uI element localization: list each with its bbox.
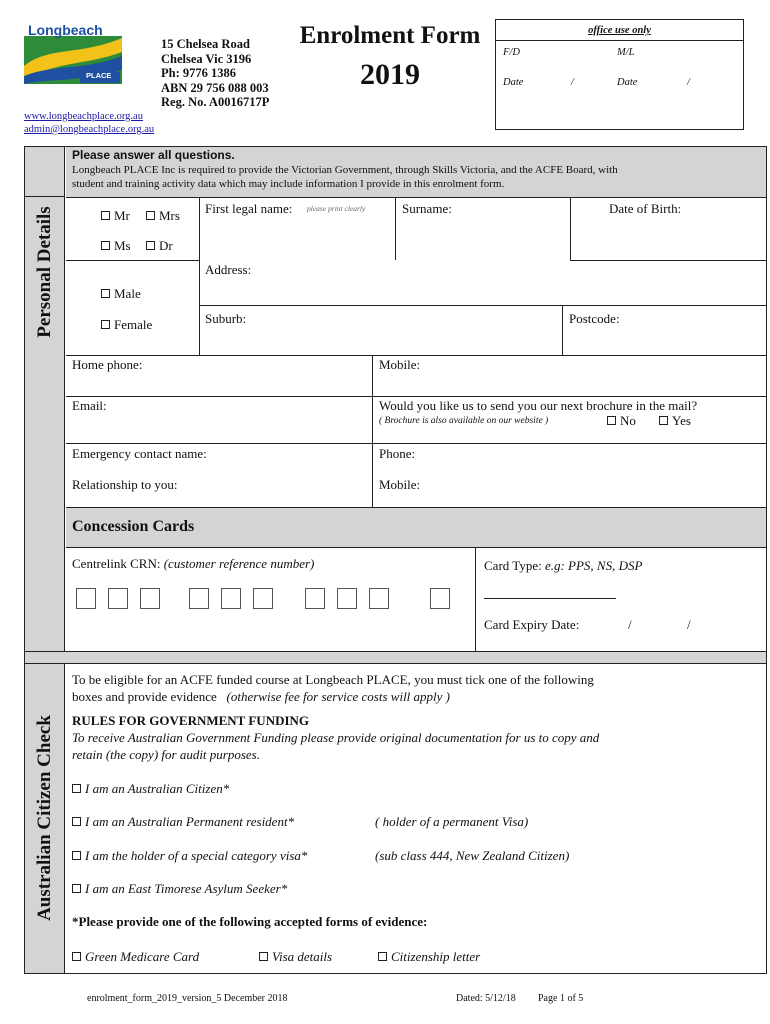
title-mrs-option[interactable]	[146, 208, 180, 224]
brochure-no-option[interactable]	[607, 413, 636, 429]
address-line-1: 15 Chelsea Road	[161, 37, 250, 51]
brochure-question: Would you like us to send you our next brochure in the mail?	[379, 398, 698, 413]
evidence-visa-label: Visa details	[272, 949, 333, 964]
rule	[199, 197, 200, 355]
checkbox-icon[interactable]	[607, 416, 616, 425]
title-mrs-label: Mrs	[159, 208, 180, 223]
checkbox-icon[interactable]	[72, 952, 81, 961]
rules-heading: RULES FOR GOVERNMENT FUNDING	[72, 713, 310, 728]
footer-version: enrolment_form_2019_version_5 December 2018	[87, 993, 288, 1004]
eligibility-text-2a: boxes and provide evidence	[72, 689, 217, 704]
brochure-no-label: No	[620, 413, 636, 428]
crn-hint: (customer reference number)	[163, 556, 315, 571]
option-special-visa-label: I am the holder of a special category visa*	[85, 848, 308, 863]
office-use-heading: office use only	[588, 25, 651, 36]
eligibility-text-2	[72, 689, 450, 705]
footer-dated: Dated: 5/12/18	[456, 993, 516, 1004]
rules-text-2: retain (the copy) for audit purposes.	[72, 747, 260, 762]
title-dr-label: Dr	[159, 238, 173, 253]
instruction-text-1: Longbeach PLACE Inc is required to provide the Victorian Government, through Skills Victoria, and the ACFE Board, with	[72, 164, 618, 176]
title-dr-option[interactable]	[146, 238, 173, 254]
email-link[interactable]: admin@longbeachplace.org.au	[24, 124, 155, 135]
rule	[475, 547, 476, 651]
expiry-label: Card Expiry Date:	[484, 617, 580, 632]
office-date-label-1: Date	[503, 77, 524, 88]
crn-digit-box[interactable]	[221, 588, 241, 609]
brochure-yes-option[interactable]	[659, 413, 691, 429]
rule	[66, 396, 766, 397]
checkbox-icon[interactable]	[101, 241, 110, 250]
option-special-visa[interactable]	[72, 848, 307, 864]
gender-female-option[interactable]	[101, 317, 152, 333]
eligibility-text-1: To be eligible for an ACFE funded course at Longbeach PLACE, you must tick one of the following	[72, 672, 594, 687]
concession-heading: Concession Cards	[72, 518, 195, 535]
card-type-hint: e.g: PPS, NS, DSP	[544, 558, 643, 573]
crn-label: Centrelink CRN:	[72, 556, 161, 571]
rule	[570, 197, 571, 260]
instruction-heading: Please answer all questions.	[72, 148, 235, 162]
evidence-letter[interactable]	[378, 949, 480, 965]
citizen-check-label: Australian Citizen Check	[34, 715, 55, 921]
evidence-visa[interactable]	[259, 949, 332, 965]
option-resident-label: I am an Australian Permanent resident*	[85, 814, 295, 829]
rule	[66, 547, 766, 548]
postcode-label: Postcode:	[569, 311, 620, 326]
checkbox-icon[interactable]	[146, 241, 155, 250]
gender-female-label: Female	[114, 317, 153, 332]
card-type-label: Card Type:	[484, 558, 542, 573]
option-timorese[interactable]	[72, 881, 287, 897]
office-fd-label: F/D	[503, 47, 520, 58]
crn-digit-box[interactable]	[369, 588, 389, 609]
crn-digit-box[interactable]	[430, 588, 450, 609]
emergency-phone-label: Phone:	[379, 446, 416, 461]
rule	[66, 260, 199, 261]
emergency-mobile-label: Mobile:	[379, 477, 421, 492]
office-date-slash-2: /	[687, 77, 690, 88]
crn-field-label	[72, 556, 314, 572]
rule	[66, 355, 766, 356]
rule	[199, 305, 766, 306]
home-phone-label: Home phone:	[72, 357, 143, 372]
relationship-label: Relationship to you:	[72, 477, 178, 492]
instruction-text-2: student and training activity data which may include information I provide in this enrolment form.	[72, 178, 505, 190]
evidence-medicare-label: Green Medicare Card	[85, 949, 200, 964]
email-label: Email:	[72, 398, 107, 413]
gender-male-option[interactable]	[101, 286, 141, 302]
logo-wordmark: Longbeach	[28, 22, 103, 38]
logo-place-text: PLACE	[86, 71, 112, 80]
title-ms-option[interactable]	[101, 238, 131, 254]
brochure-note: ( Brochure is also available on our website )	[379, 416, 549, 426]
rule	[570, 260, 766, 261]
checkbox-icon[interactable]	[259, 952, 268, 961]
option-citizen[interactable]	[72, 781, 229, 797]
title-mr-label: Mr	[114, 208, 130, 223]
gender-male-label: Male	[114, 286, 141, 301]
title-mr-option[interactable]	[101, 208, 130, 224]
eligibility-text-2b: (otherwise fee for service costs will apply )	[226, 689, 450, 704]
checkbox-icon[interactable]	[146, 211, 155, 220]
crn-digit-box[interactable]	[76, 588, 96, 609]
evidence-letter-label: Citizenship letter	[391, 949, 481, 964]
checkbox-icon[interactable]	[72, 784, 81, 793]
rule	[66, 507, 766, 508]
rule	[395, 197, 396, 260]
rules-text-1: To receive Australian Government Funding please provide original documentation for us to copy and	[72, 730, 600, 745]
checkbox-icon[interactable]	[72, 851, 81, 860]
checkbox-icon[interactable]	[659, 416, 668, 425]
form-title-block	[290, 22, 490, 92]
office-ml-label: M/L	[617, 47, 635, 58]
first-name-label: First legal name:	[205, 201, 293, 216]
rule	[66, 443, 766, 444]
form-title: Enrolment Form	[299, 22, 481, 49]
card-type-field	[484, 558, 642, 574]
option-resident-note: ( holder of a permanent Visa)	[375, 814, 529, 829]
office-use-box	[495, 19, 744, 130]
crn-digit-box[interactable]	[189, 588, 209, 609]
checkbox-icon[interactable]	[101, 289, 110, 298]
rule	[25, 651, 766, 652]
office-use-divider	[496, 40, 743, 41]
office-date-label-2: Date	[617, 77, 638, 88]
expiry-slash-1: /	[628, 617, 632, 632]
suburb-label: Suburb:	[205, 311, 247, 326]
checkbox-icon[interactable]	[101, 211, 110, 220]
card-type-input-line[interactable]	[484, 598, 616, 599]
evidence-heading: *Please provide one of the following accepted forms of evidence:	[72, 914, 428, 929]
rule	[372, 355, 373, 507]
checkbox-icon[interactable]	[72, 817, 81, 826]
organisation-details	[161, 37, 269, 110]
rule	[25, 663, 766, 664]
evidence-medicare[interactable]	[72, 949, 199, 965]
rule	[66, 197, 766, 198]
first-name-hint: please print clearly	[307, 204, 366, 213]
phone-number: Ph: 9776 1386	[161, 66, 236, 81]
option-special-visa-note: (sub class 444, New Zealand Citizen)	[375, 848, 570, 863]
checkbox-icon[interactable]	[378, 952, 387, 961]
title-ms-label: Ms	[114, 238, 131, 253]
address-line-2: Chelsea Vic 3196	[161, 51, 252, 66]
option-resident[interactable]	[72, 814, 294, 830]
rule	[562, 305, 563, 355]
office-date-slash-1: /	[571, 77, 574, 88]
abn-number: ABN 29 756 088 003	[161, 80, 269, 95]
option-citizen-label: I am an Australian Citizen*	[85, 781, 230, 796]
footer-page: Page 1 of 5	[538, 993, 584, 1004]
crn-digit-box[interactable]	[253, 588, 273, 609]
crn-digit-box[interactable]	[305, 588, 325, 609]
form-year: 2019	[360, 58, 420, 91]
option-timorese-label: I am an East Timorese Asylum Seeker*	[85, 881, 288, 896]
emergency-name-label: Emergency contact name:	[72, 446, 207, 461]
checkbox-icon[interactable]	[101, 320, 110, 329]
website-link[interactable]: www.longbeachplace.org.au	[24, 111, 143, 122]
registration-number: Reg. No. A0016717P	[161, 95, 270, 110]
checkbox-icon[interactable]	[72, 884, 81, 893]
longbeach-place-logo	[24, 22, 142, 88]
surname-label: Surname:	[402, 201, 452, 216]
crn-digit-box[interactable]	[337, 588, 357, 609]
expiry-slash-2: /	[687, 617, 691, 632]
spacer-band	[25, 651, 766, 663]
contact-links	[24, 110, 154, 136]
crn-digit-box[interactable]	[140, 588, 160, 609]
brochure-yes-label: Yes	[672, 413, 691, 428]
dob-label: Date of Birth:	[609, 201, 682, 216]
address-label: Address:	[205, 262, 252, 277]
mobile-label: Mobile:	[379, 357, 421, 372]
personal-details-label: Personal Details	[34, 206, 55, 338]
crn-digit-box[interactable]	[108, 588, 128, 609]
